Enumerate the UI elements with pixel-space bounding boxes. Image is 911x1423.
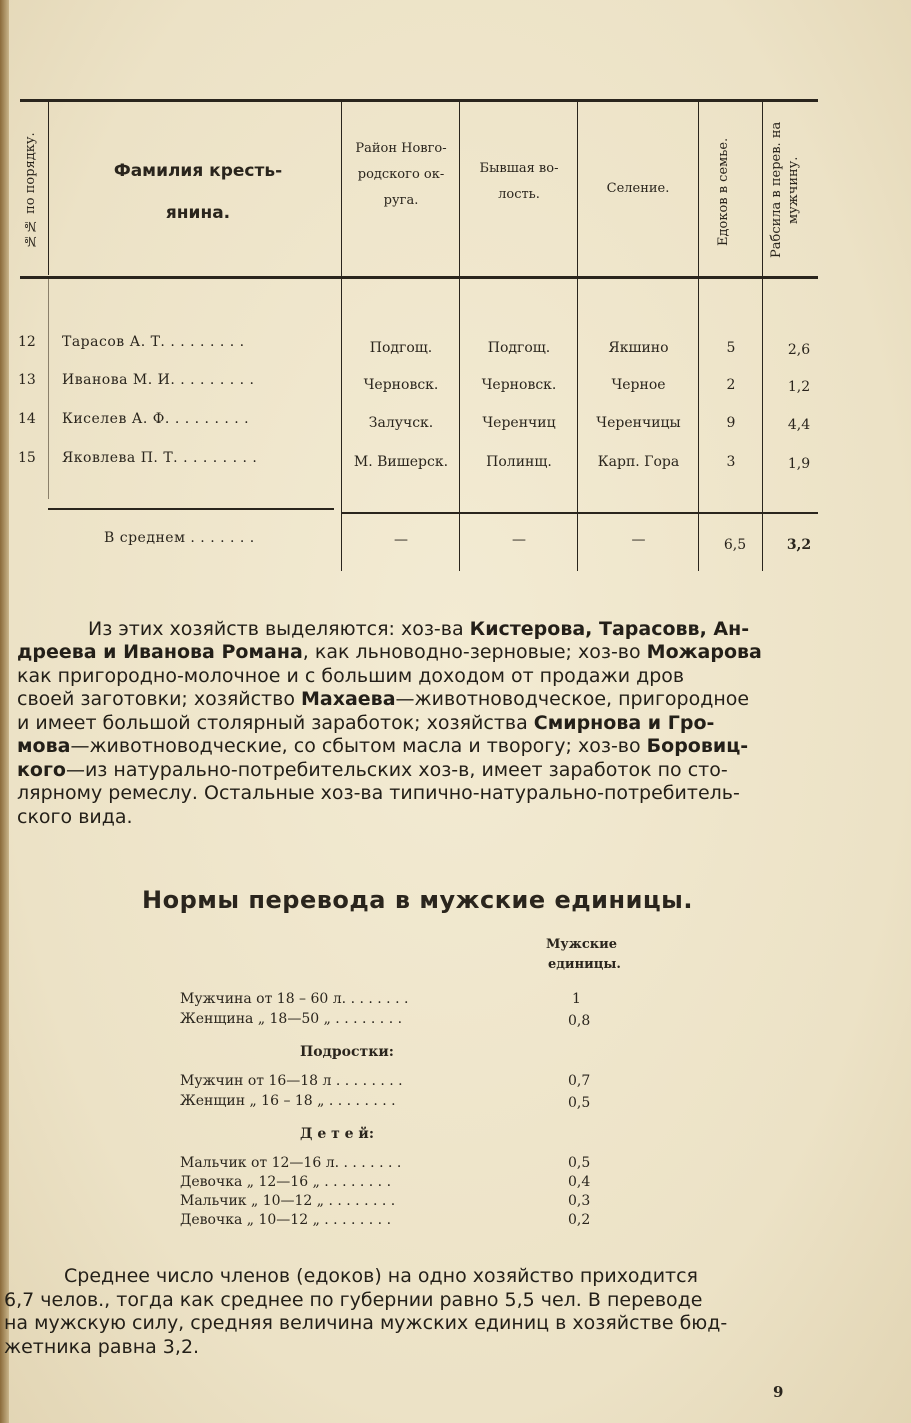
average-volost: — xyxy=(512,532,526,548)
row-volost: Полинщ. xyxy=(486,454,552,470)
text-line: на мужскую силу, средняя величина мужских единиц в хозяйстве бюд- xyxy=(4,1312,728,1334)
bold-names: Махаева xyxy=(300,688,396,710)
col-divider xyxy=(698,101,699,571)
header-district: Район Новго-родского ок-руга. xyxy=(355,141,447,208)
teens-title: Подростки: xyxy=(300,1044,394,1060)
header-village: Селение. xyxy=(606,181,670,196)
row-name: Тарасов А. Т. xyxy=(62,334,166,350)
row-volost: Черновск. xyxy=(481,377,557,393)
text-span: —животноводческое, пригородное xyxy=(395,688,750,710)
col-divider xyxy=(341,101,342,571)
page-number: 9 xyxy=(773,1383,784,1401)
average-eaters: 6,5 xyxy=(723,537,747,553)
row-name: Яковлева П. Т. xyxy=(62,450,179,466)
norm-value: 0,3 xyxy=(568,1193,591,1209)
bold-names: Можарова xyxy=(646,641,762,663)
text-line: жетника равна 3,2. xyxy=(4,1336,200,1358)
norm-value: 0,8 xyxy=(568,1013,591,1029)
header-workers: Рабсила в перев. на мужчину. xyxy=(769,121,801,259)
row-district: Залучск. xyxy=(368,415,434,431)
row-volost: Подгощ. xyxy=(487,340,551,356)
row-number: 15 xyxy=(18,450,36,466)
norm-label: Девочка „ 12—16 „ . . . . . . . . xyxy=(180,1174,392,1190)
row-name: Иванова М. И. xyxy=(62,372,176,388)
norm-value: 1 xyxy=(572,991,581,1007)
leader-dots: . . . . . . . . xyxy=(183,450,258,466)
norm-label: Мужчина от 18 – 60 л. . . . . . . . xyxy=(180,991,409,1007)
norm-value: 0,2 xyxy=(568,1212,591,1228)
unit-header: Мужские xyxy=(546,937,618,952)
children-title: Д е т е й: xyxy=(300,1126,374,1142)
average-district: — xyxy=(394,532,408,548)
row-district: М. Вишерск. xyxy=(353,454,449,470)
text-span: Из этих хозяйств выделяются: хоз-ва xyxy=(88,618,470,640)
norm-label: Мужчин от 16—18 л . . . . . . . . xyxy=(180,1073,403,1089)
text-span: , как льноводно-зерновые; хоз-во xyxy=(302,641,647,663)
row-workers: 2,6 xyxy=(787,342,811,358)
col-divider xyxy=(762,101,763,571)
norm-value: 0,5 xyxy=(568,1155,591,1171)
col-divider xyxy=(459,101,460,571)
norm-value: 0,4 xyxy=(568,1174,591,1190)
row-number: 14 xyxy=(18,411,36,427)
bold-names: Боровиц- xyxy=(646,735,749,757)
leader-dots: . . . . . . . . xyxy=(174,411,250,427)
header-eaters: Едоков в семье. xyxy=(716,137,731,247)
text-line: лярному ремеслу. Остальные хоз-ва типично-натурально-потребитель- xyxy=(17,782,740,804)
bold-names: Смирнова и Гро- xyxy=(533,712,715,734)
norm-label: Женщина „ 18—50 „ . . . . . . . . xyxy=(180,1011,403,1027)
row-village: Черное xyxy=(611,377,666,393)
row-number: 13 xyxy=(18,372,36,388)
row-village: Якшино xyxy=(608,340,669,356)
row-name: Киселев А. Ф. xyxy=(62,411,170,427)
row-village: Карп. Гора xyxy=(597,454,680,470)
row-number: 12 xyxy=(18,334,36,350)
row-eaters: 3 xyxy=(726,454,736,470)
bold-names: Кистерова, Тарасовв, Ан- xyxy=(469,618,750,640)
norm-value: 0,5 xyxy=(568,1095,591,1111)
row-workers: 4,4 xyxy=(787,417,811,433)
bold-names: кого xyxy=(17,759,66,781)
row-workers: 1,9 xyxy=(787,456,811,472)
bold-names: дреева и Иванова Романа xyxy=(17,641,303,663)
col-divider xyxy=(48,101,49,275)
text-span: —животноводческие, со сбытом масла и творогу; хоз-во xyxy=(70,735,647,757)
leader-dots: . . . . . . . . xyxy=(180,372,255,388)
norm-value: 0,7 xyxy=(568,1073,591,1089)
leader-dots: . . . . . . . xyxy=(190,530,255,546)
row-workers: 1,2 xyxy=(787,379,811,395)
book-spine-edge xyxy=(0,0,9,1423)
leader-dots: . . . . . . . . xyxy=(170,334,245,350)
average-rule-right xyxy=(341,512,818,514)
row-eaters: 5 xyxy=(726,340,736,356)
col-divider xyxy=(577,101,578,571)
norms-title: Нормы перевода в мужские единицы. xyxy=(142,886,693,914)
norm-label: Женщин „ 16 – 18 „ . . . . . . . . xyxy=(180,1093,396,1109)
row-village: Черенчицы xyxy=(596,415,681,431)
header-volost: Бывшая во-лость. xyxy=(479,161,559,202)
norm-label: Девочка „ 10—12 „ . . . . . . . . xyxy=(180,1212,392,1228)
text-line: как пригородно-молочное и с большим доходом от продажи дров xyxy=(17,665,685,687)
unit-header: единицы. xyxy=(548,957,621,972)
norm-label: Мальчик от 12—16 л. . . . . . . . xyxy=(180,1155,402,1171)
row-district: Черновск. xyxy=(363,377,439,393)
average-label: В среднем xyxy=(104,530,186,546)
row-eaters: 9 xyxy=(726,415,736,431)
text-line: 6,7 челов., тогда как среднее по губернии равно 5,5 чел. В переводе xyxy=(4,1289,703,1311)
norm-label: Мальчик „ 10—12 „ . . . . . . . . xyxy=(180,1193,396,1209)
row-eaters: 2 xyxy=(726,377,736,393)
header-number: №№ по порядку. xyxy=(23,132,38,248)
bold-names: мова xyxy=(17,735,71,757)
text-span: —из натурально-потребительских хоз-в, имеет заработок по сто- xyxy=(65,759,728,781)
average-rule-left xyxy=(48,508,334,510)
header-surname: Фамилия кресть-янина. xyxy=(113,161,283,223)
text-span: и имеет большой столярный заработок; хозяйства xyxy=(17,712,534,734)
row-volost: Черенчиц xyxy=(482,415,556,431)
row-district: Подгощ. xyxy=(369,340,433,356)
average-workers: 3,2 xyxy=(786,537,812,553)
col-divider xyxy=(48,279,49,499)
text-line: Среднее число членов (едоков) на одно хозяйство приходится xyxy=(64,1265,698,1287)
average-village: — xyxy=(631,532,646,548)
text-span: своей заготовки; хозяйство xyxy=(17,688,301,710)
text-line: ского вида. xyxy=(17,806,133,828)
